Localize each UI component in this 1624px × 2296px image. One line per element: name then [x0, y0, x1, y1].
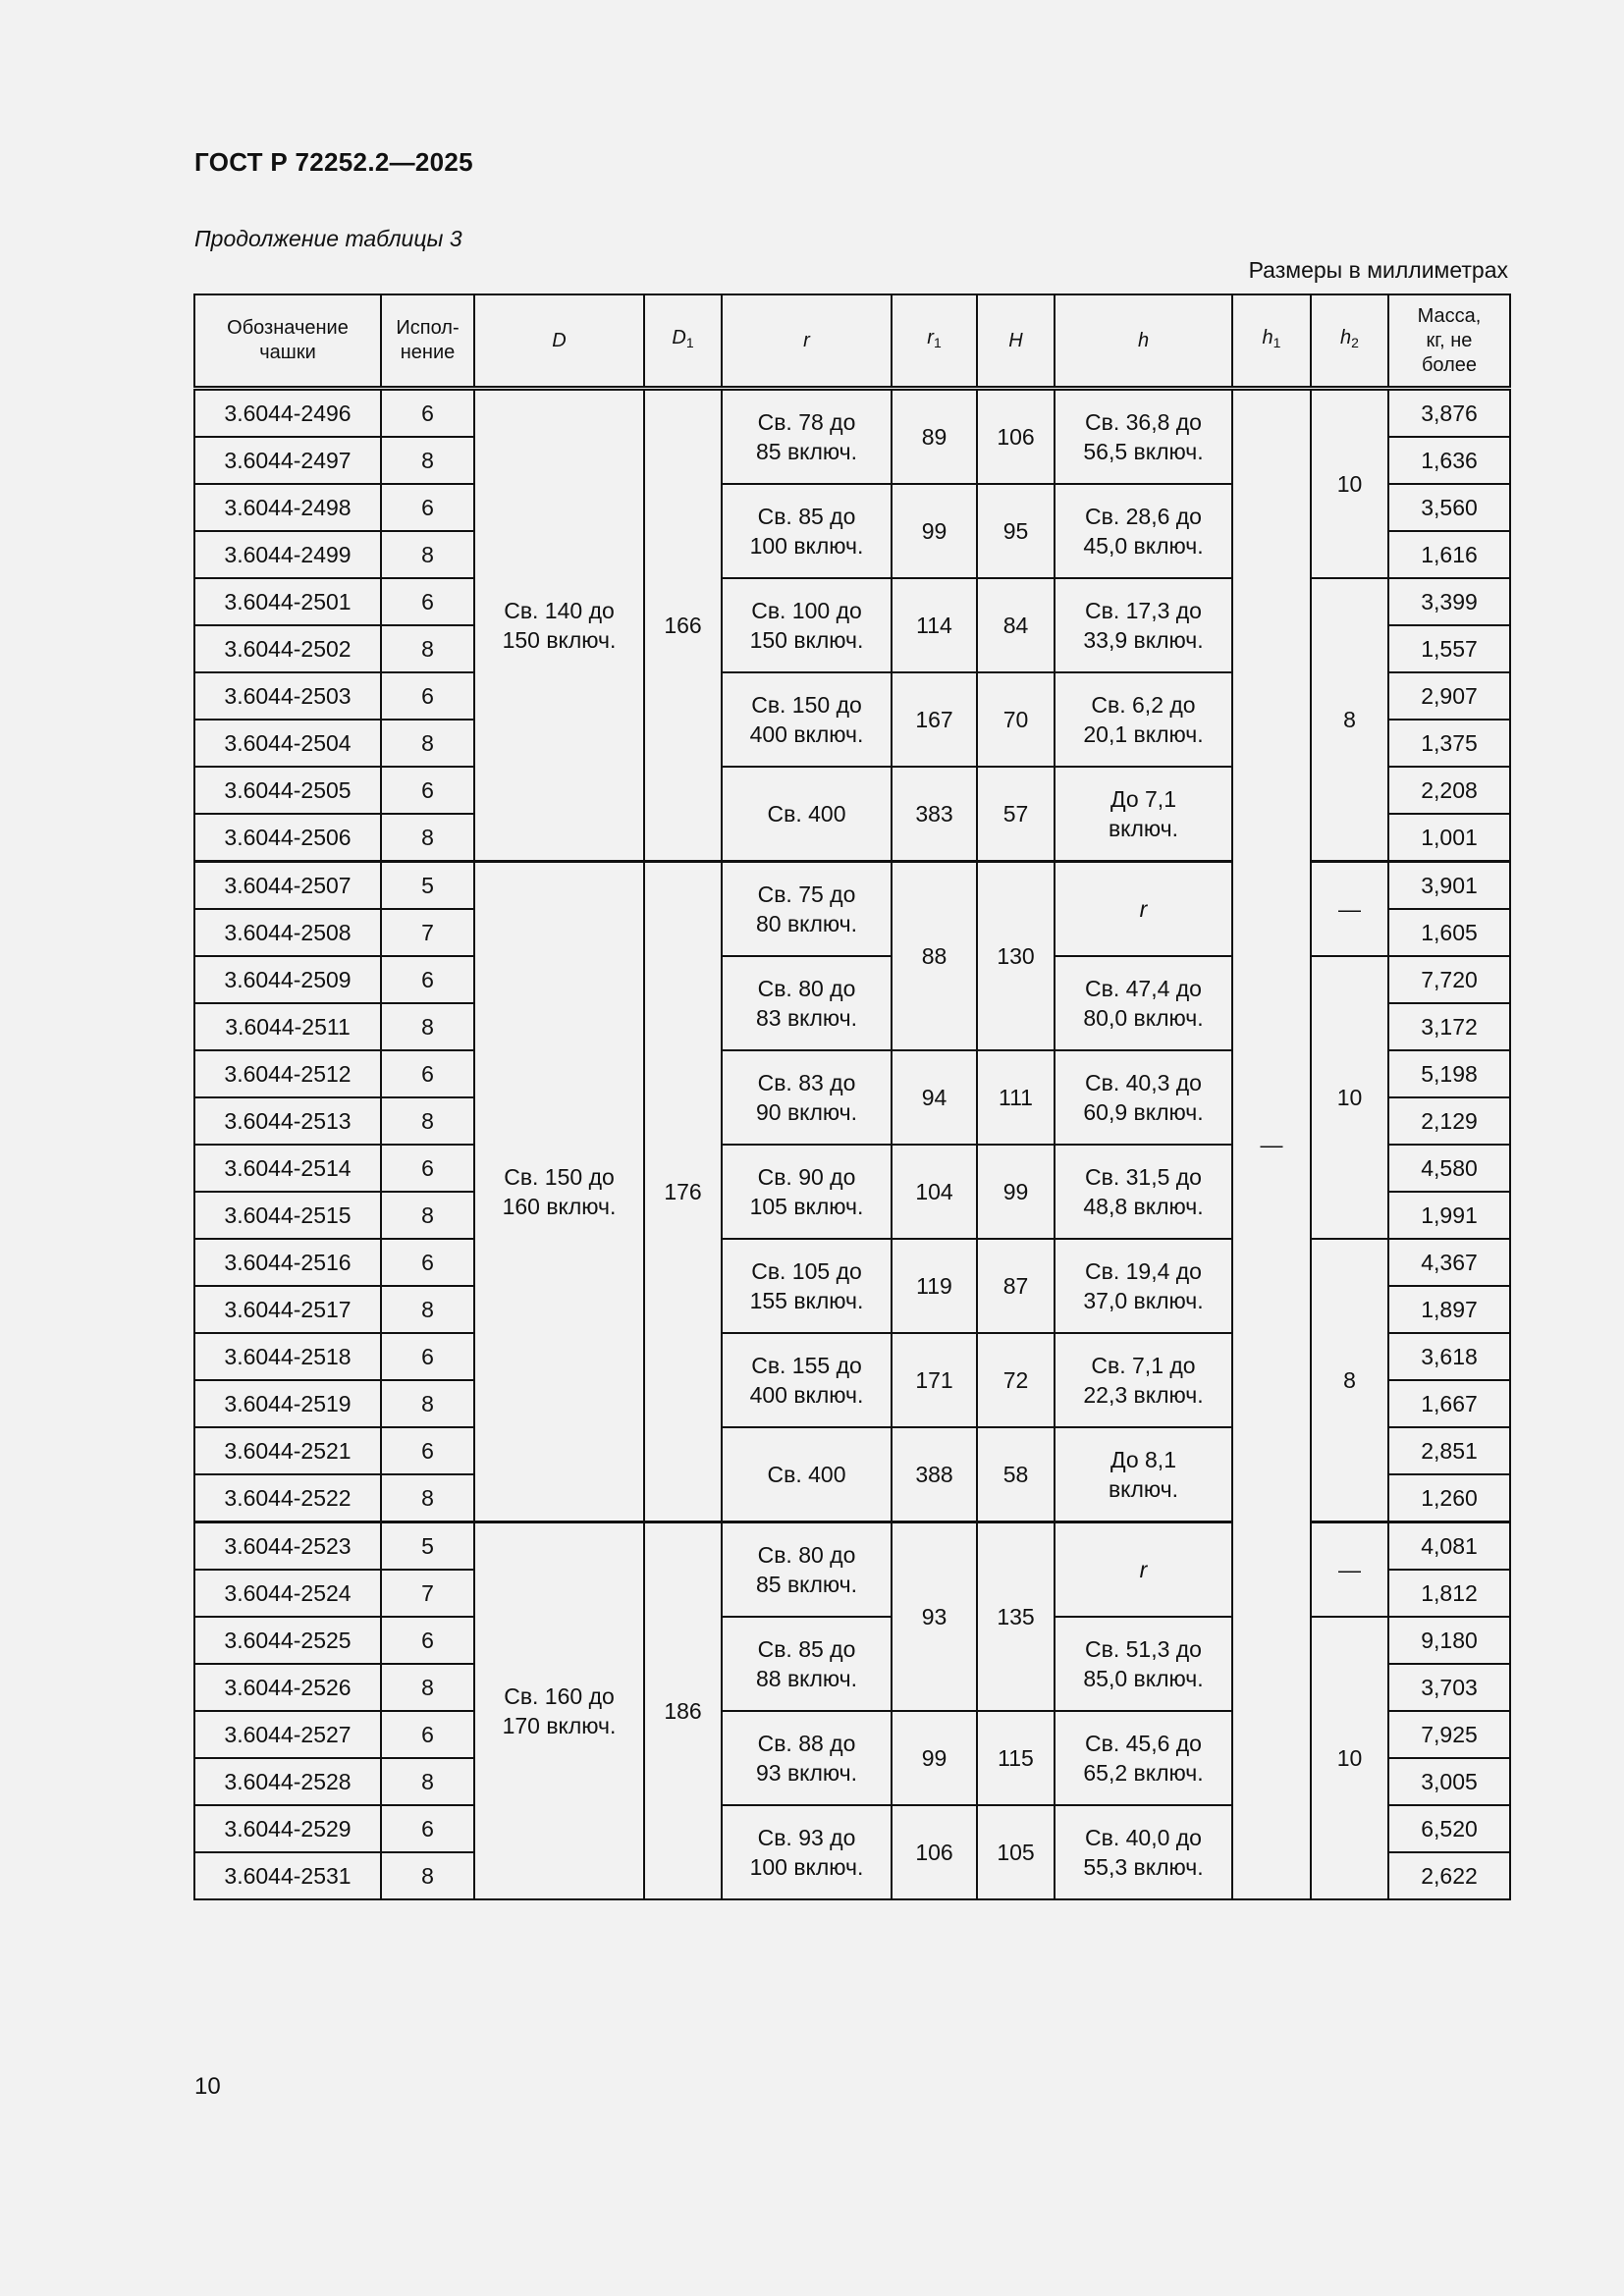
- D-cell: Св. 160 до 170 включ.: [474, 1522, 644, 1900]
- variant-cell: 6: [381, 389, 474, 438]
- variant-cell: 6: [381, 1145, 474, 1192]
- r1-cell: 88: [892, 862, 977, 1051]
- h2-cell: —: [1311, 1522, 1388, 1618]
- h2-cell: 8: [1311, 578, 1388, 862]
- variant-cell: 8: [381, 531, 474, 578]
- table-continuation-caption: Продолжение таблицы 3: [194, 226, 462, 251]
- h-cell: Св. 19,4 до 37,0 включ.: [1055, 1239, 1232, 1333]
- header-D1: $D_1$: [644, 294, 722, 389]
- r-cell: Св. 83 до 90 включ.: [722, 1050, 892, 1145]
- designation-cell: 3.6044-2503: [194, 672, 381, 720]
- r-cell: Св. 400: [722, 767, 892, 862]
- mass-cell: 3,703: [1388, 1664, 1510, 1711]
- designation-cell: 3.6044-2499: [194, 531, 381, 578]
- header-H: H: [977, 294, 1055, 389]
- mass-cell: 1,001: [1388, 814, 1510, 862]
- r-cell: Св. 85 до 100 включ.: [722, 484, 892, 578]
- page-number: 10: [194, 2073, 221, 2100]
- table-row: [194, 578, 1510, 625]
- designation-cell: 3.6044-2521: [194, 1427, 381, 1474]
- designation-cell: 3.6044-2508: [194, 909, 381, 956]
- r-cell: Св. 155 до 400 включ.: [722, 1333, 892, 1427]
- mass-cell: 2,622: [1388, 1852, 1510, 1899]
- r1-cell: 114: [892, 578, 977, 672]
- designation-cell: 3.6044-2505: [194, 767, 381, 814]
- H-cell: 70: [977, 672, 1055, 767]
- r1-cell: 99: [892, 1711, 977, 1805]
- mass-cell: 3,901: [1388, 862, 1510, 910]
- table-row: [194, 1522, 1510, 1571]
- mass-cell: 1,636: [1388, 437, 1510, 484]
- variant-cell: 8: [381, 1097, 474, 1145]
- variant-cell: 8: [381, 1286, 474, 1333]
- designation-cell: 3.6044-2509: [194, 956, 381, 1003]
- r1-cell: 106: [892, 1805, 977, 1899]
- mass-cell: 2,851: [1388, 1427, 1510, 1474]
- H-cell: 111: [977, 1050, 1055, 1145]
- variant-cell: 7: [381, 909, 474, 956]
- designation-cell: 3.6044-2498: [194, 484, 381, 531]
- designation-cell: 3.6044-2513: [194, 1097, 381, 1145]
- r-cell: Св. 78 до 85 включ.: [722, 389, 892, 485]
- designation-cell: 3.6044-2506: [194, 814, 381, 862]
- r-cell: Св. 75 до 80 включ.: [722, 862, 892, 957]
- h-cell: Св. 28,6 до 45,0 включ.: [1055, 484, 1232, 578]
- variant-cell: 6: [381, 1617, 474, 1664]
- variant-cell: 5: [381, 862, 474, 910]
- mass-cell: 3,560: [1388, 484, 1510, 531]
- header-r: r: [722, 294, 892, 389]
- designation-cell: 3.6044-2519: [194, 1380, 381, 1427]
- designation-cell: 3.6044-2524: [194, 1570, 381, 1617]
- r-cell: Св. 88 до 93 включ.: [722, 1711, 892, 1805]
- mass-cell: 3,172: [1388, 1003, 1510, 1050]
- variant-cell: 6: [381, 767, 474, 814]
- designation-cell: 3.6044-2529: [194, 1805, 381, 1852]
- mass-cell: 1,375: [1388, 720, 1510, 767]
- designation-cell: 3.6044-2522: [194, 1474, 381, 1522]
- H-cell: 84: [977, 578, 1055, 672]
- h-cell: Св. 7,1 до 22,3 включ.: [1055, 1333, 1232, 1427]
- units-note: Размеры в миллиметрах: [1248, 257, 1508, 283]
- r1-cell: 93: [892, 1522, 977, 1712]
- h-cell: Св. 17,3 до 33,9 включ.: [1055, 578, 1232, 672]
- variant-cell: 6: [381, 1333, 474, 1380]
- variant-cell: 6: [381, 1239, 474, 1286]
- variant-cell: 8: [381, 720, 474, 767]
- h-cell: До 7,1 включ.: [1055, 767, 1232, 862]
- mass-cell: 4,081: [1388, 1522, 1510, 1571]
- variant-cell: 6: [381, 1050, 474, 1097]
- mass-cell: 3,399: [1388, 578, 1510, 625]
- designation-cell: 3.6044-2507: [194, 862, 381, 910]
- variant-cell: 6: [381, 484, 474, 531]
- designation-cell: 3.6044-2497: [194, 437, 381, 484]
- r1-cell: 104: [892, 1145, 977, 1239]
- document-title: ГОСТ Р 72252.2—2025: [194, 147, 473, 177]
- mass-cell: 4,580: [1388, 1145, 1510, 1192]
- variant-cell: 8: [381, 1758, 474, 1805]
- designation-cell: 3.6044-2518: [194, 1333, 381, 1380]
- r-cell: Св. 105 до 155 включ.: [722, 1239, 892, 1333]
- mass-cell: 4,367: [1388, 1239, 1510, 1286]
- r1-cell: 388: [892, 1427, 977, 1522]
- mass-cell: 3,005: [1388, 1758, 1510, 1805]
- H-cell: 99: [977, 1145, 1055, 1239]
- header-h: h: [1055, 294, 1232, 389]
- h2-cell: 8: [1311, 1239, 1388, 1522]
- H-cell: 106: [977, 389, 1055, 485]
- H-cell: 115: [977, 1711, 1055, 1805]
- designation-cell: 3.6044-2517: [194, 1286, 381, 1333]
- r1-cell: 167: [892, 672, 977, 767]
- dimensions-table: [193, 294, 1511, 1900]
- H-cell: 130: [977, 862, 1055, 1051]
- designation-cell: 3.6044-2512: [194, 1050, 381, 1097]
- h2-cell: 10: [1311, 1617, 1388, 1899]
- variant-cell: 8: [381, 1003, 474, 1050]
- variant-cell: 6: [381, 1711, 474, 1758]
- mass-cell: 6,520: [1388, 1805, 1510, 1852]
- h2-cell: —: [1311, 862, 1388, 957]
- variant-cell: 8: [381, 1852, 474, 1899]
- h-cell: Св. 40,3 до 60,9 включ.: [1055, 1050, 1232, 1145]
- mass-cell: 1,667: [1388, 1380, 1510, 1427]
- header-designation: Обозначение чашки: [194, 294, 381, 389]
- h-cell: Св. 47,4 до 80,0 включ.: [1055, 956, 1232, 1050]
- designation-cell: 3.6044-2526: [194, 1664, 381, 1711]
- table-row: [194, 389, 1510, 438]
- mass-cell: 1,897: [1388, 1286, 1510, 1333]
- table-row: [194, 956, 1510, 1003]
- mass-cell: 1,260: [1388, 1474, 1510, 1522]
- mass-cell: 2,208: [1388, 767, 1510, 814]
- mass-cell: 1,605: [1388, 909, 1510, 956]
- designation-cell: 3.6044-2511: [194, 1003, 381, 1050]
- H-cell: 105: [977, 1805, 1055, 1899]
- variant-cell: 8: [381, 1664, 474, 1711]
- designation-cell: 3.6044-2527: [194, 1711, 381, 1758]
- mass-cell: 9,180: [1388, 1617, 1510, 1664]
- r1-cell: 99: [892, 484, 977, 578]
- r-cell: Св. 150 до 400 включ.: [722, 672, 892, 767]
- r-cell: Св. 85 до 88 включ.: [722, 1617, 892, 1711]
- mass-cell: 1,991: [1388, 1192, 1510, 1239]
- variant-cell: 8: [381, 1192, 474, 1239]
- h-cell: Св. 31,5 до 48,8 включ.: [1055, 1145, 1232, 1239]
- variant-cell: 6: [381, 1805, 474, 1852]
- designation-cell: 3.6044-2515: [194, 1192, 381, 1239]
- designation-cell: 3.6044-2514: [194, 1145, 381, 1192]
- designation-cell: 3.6044-2516: [194, 1239, 381, 1286]
- h-cell: Св. 36,8 до 56,5 включ.: [1055, 389, 1232, 485]
- r-cell: Св. 100 до 150 включ.: [722, 578, 892, 672]
- H-cell: 87: [977, 1239, 1055, 1333]
- H-cell: 95: [977, 484, 1055, 578]
- h-cell: Св. 40,0 до 55,3 включ.: [1055, 1805, 1232, 1899]
- r-cell: Св. 93 до 100 включ.: [722, 1805, 892, 1899]
- header-r1: $r_1$: [892, 294, 977, 389]
- table-row: [194, 1617, 1510, 1664]
- designation-cell: 3.6044-2501: [194, 578, 381, 625]
- mass-cell: 2,129: [1388, 1097, 1510, 1145]
- mass-cell: 7,720: [1388, 956, 1510, 1003]
- variant-cell: 8: [381, 814, 474, 862]
- variant-cell: 8: [381, 1474, 474, 1522]
- h-cell: Св. 6,2 до 20,1 включ.: [1055, 672, 1232, 767]
- H-cell: 135: [977, 1522, 1055, 1712]
- r1-cell: 171: [892, 1333, 977, 1427]
- mass-cell: 1,812: [1388, 1570, 1510, 1617]
- header-mass: Масса, кг, не более: [1388, 294, 1510, 389]
- table-header-row: [194, 294, 1510, 389]
- variant-cell: 6: [381, 672, 474, 720]
- r-cell: Св. 90 до 105 включ.: [722, 1145, 892, 1239]
- variant-cell: 8: [381, 437, 474, 484]
- designation-cell: 3.6044-2528: [194, 1758, 381, 1805]
- h2-cell: 10: [1311, 956, 1388, 1239]
- variant-cell: 7: [381, 1570, 474, 1617]
- mass-cell: 1,616: [1388, 531, 1510, 578]
- h-cell: r: [1055, 862, 1232, 957]
- header-D: D: [474, 294, 644, 389]
- D-cell: Св. 140 до 150 включ.: [474, 389, 644, 862]
- h-cell: r: [1055, 1522, 1232, 1618]
- variant-cell: 6: [381, 578, 474, 625]
- h-cell: До 8,1 включ.: [1055, 1427, 1232, 1522]
- header-variant: Испол- нение: [381, 294, 474, 389]
- r1-cell: 94: [892, 1050, 977, 1145]
- r1-cell: 383: [892, 767, 977, 862]
- H-cell: 58: [977, 1427, 1055, 1522]
- h-cell: Св. 51,3 до 85,0 включ.: [1055, 1617, 1232, 1711]
- designation-cell: 3.6044-2525: [194, 1617, 381, 1664]
- mass-cell: 7,925: [1388, 1711, 1510, 1758]
- h1-cell: —: [1232, 389, 1311, 1900]
- designation-cell: 3.6044-2504: [194, 720, 381, 767]
- H-cell: 57: [977, 767, 1055, 862]
- D-cell: Св. 150 до 160 включ.: [474, 862, 644, 1522]
- D1-cell: 166: [644, 389, 722, 862]
- mass-cell: 2,907: [1388, 672, 1510, 720]
- table-row: [194, 862, 1510, 910]
- variant-cell: 5: [381, 1522, 474, 1571]
- designation-cell: 3.6044-2502: [194, 625, 381, 672]
- D1-cell: 176: [644, 862, 722, 1522]
- variant-cell: 6: [381, 956, 474, 1003]
- designation-cell: 3.6044-2496: [194, 389, 381, 438]
- variant-cell: 6: [381, 1427, 474, 1474]
- r-cell: Св. 400: [722, 1427, 892, 1522]
- r-cell: Св. 80 до 85 включ.: [722, 1522, 892, 1618]
- mass-cell: 3,876: [1388, 389, 1510, 438]
- r-cell: Св. 80 до 83 включ.: [722, 956, 892, 1050]
- variant-cell: 8: [381, 625, 474, 672]
- variant-cell: 8: [381, 1380, 474, 1427]
- designation-cell: 3.6044-2523: [194, 1522, 381, 1571]
- header-h2: $h_2$: [1311, 294, 1388, 389]
- designation-cell: 3.6044-2531: [194, 1852, 381, 1899]
- mass-cell: 1,557: [1388, 625, 1510, 672]
- D1-cell: 186: [644, 1522, 722, 1900]
- mass-cell: 3,618: [1388, 1333, 1510, 1380]
- h2-cell: 10: [1311, 389, 1388, 579]
- table-row: [194, 1239, 1510, 1286]
- mass-cell: 5,198: [1388, 1050, 1510, 1097]
- h-cell: Св. 45,6 до 65,2 включ.: [1055, 1711, 1232, 1805]
- header-h1: $h_1$: [1232, 294, 1311, 389]
- r1-cell: 119: [892, 1239, 977, 1333]
- r1-cell: 89: [892, 389, 977, 485]
- H-cell: 72: [977, 1333, 1055, 1427]
